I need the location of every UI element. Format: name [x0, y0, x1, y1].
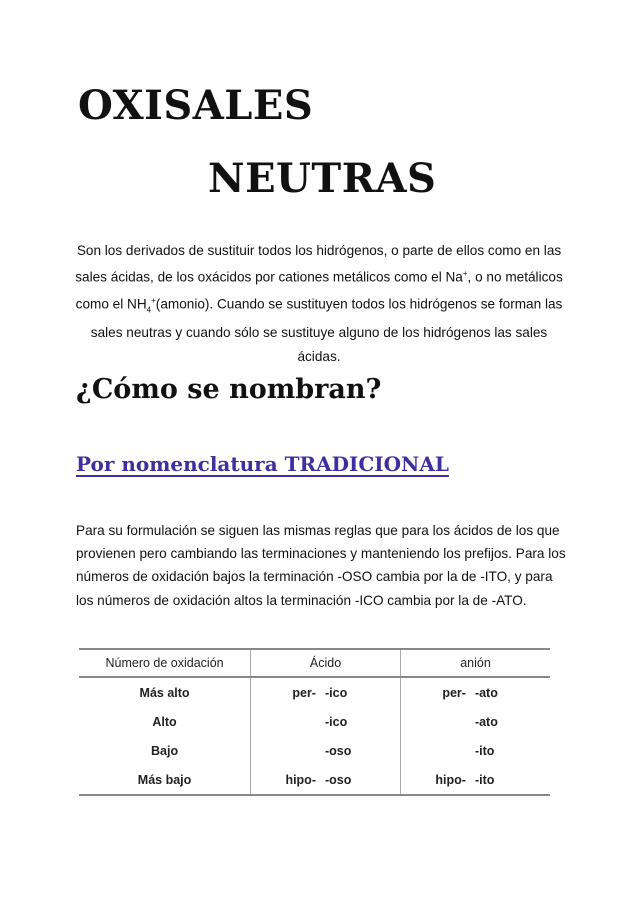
table-header-row: [79, 649, 550, 677]
heading-como-se-nombran: ¿Cómo se nombran?: [76, 374, 382, 405]
intro-text-2: , o no metálicos como el NH: [75, 269, 563, 312]
intro-text-1: Son los derivados de sustituir todos los hidrógenos, o parte de ellos como en las sales ácidas, de los oxácidos por cationes metálicos como el Na: [75, 243, 562, 285]
cell-num: Bajo: [151, 743, 179, 758]
heading-nomenclatura-tradicional: Por nomenclatura TRADICIONAL: [76, 452, 449, 476]
cell-acid-suffix: -oso: [324, 765, 401, 795]
cell-anion-suffix: -ito: [474, 765, 550, 795]
cell-anion-prefix: [401, 707, 474, 736]
cell-anion-suffix: -ito: [474, 743, 495, 758]
cell-anion-suffix: -ato: [474, 685, 498, 700]
header-numero-oxidacion: Número de oxidación: [79, 649, 251, 677]
na-superscript: +: [462, 269, 468, 279]
table-row: [79, 677, 550, 707]
cell-num: Más alto: [139, 685, 190, 700]
cell-anion-prefix: [401, 736, 474, 765]
cell-num: Alto: [152, 714, 177, 729]
cell-acid-prefix: [251, 707, 324, 736]
cell-num: Más bajo: [79, 765, 251, 795]
nh-superscript: +: [151, 295, 156, 305]
oxidation-table: [79, 648, 550, 796]
cell-acid-prefix: hipo-: [251, 765, 324, 795]
cell-anion-prefix: per-: [401, 677, 474, 707]
title-line-1: OXISALES: [78, 82, 314, 129]
title-line-2: NEUTRAS: [208, 155, 437, 202]
cell-acid-prefix: [251, 736, 324, 765]
cell-acid-suffix: -oso: [324, 743, 352, 758]
cell-acid-suffix: -ico: [324, 685, 348, 700]
cell-acid-prefix: per-: [251, 677, 324, 707]
table-row: [79, 765, 550, 795]
header-acido: Ácido: [251, 649, 401, 677]
intro-paragraph: [72, 239, 566, 368]
cell-anion-prefix: hipo-: [401, 765, 474, 795]
cell-acid-suffix: -ico: [324, 714, 348, 729]
cell-anion-suffix: -ato: [474, 714, 498, 729]
table-row: [79, 736, 550, 765]
header-anion: anión: [401, 649, 550, 677]
table-row: [79, 707, 550, 736]
nh-subscript: 4: [146, 305, 152, 315]
formulation-paragraph: Para su formulación se siguen las mismas reglas que para los ácidos de los que provienen pero cambiando las terminaciones y manteniendo los prefijos. Para los números de oxidación bajos la terminación -OSO cambia por la de -ITO, y para los números de oxidación altos la terminación -ICO cambia por la de -ATO.: [76, 523, 566, 608]
intro-text-3: (amonio). Cuando se sustituyen todos los hidrógenos se forman las sales neutras y cuando sólo se sustituye alguno de los hidrógenos las sales ácidas.: [90, 296, 563, 364]
